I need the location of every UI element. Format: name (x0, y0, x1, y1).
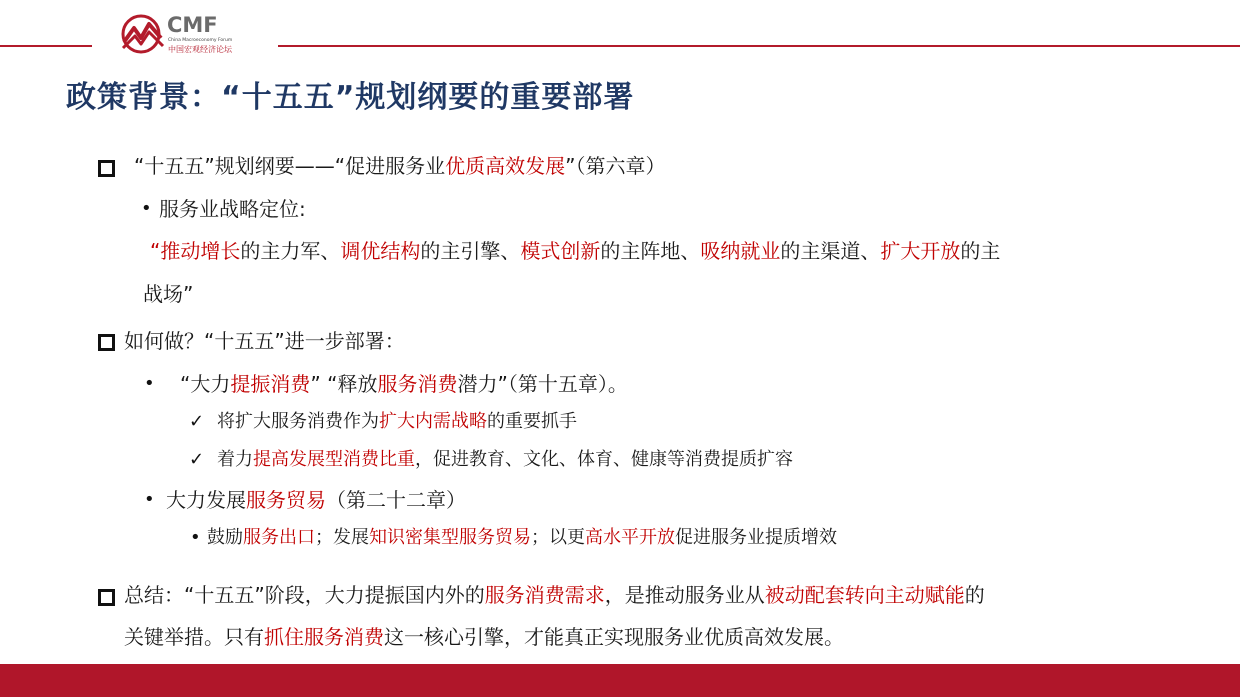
bullet-dot-icon: • (144, 489, 155, 510)
highlight-text: 服务出口 (243, 527, 315, 548)
text-segment: 的重要抓手 (487, 411, 577, 432)
highlight-text: “推动增长 (150, 239, 241, 263)
highlight-text: 被动配套转向主动赋能 (764, 583, 965, 607)
check-item-1 (217, 409, 577, 435)
text-segment: ；以更 (531, 527, 585, 548)
check-icon: ✓ (189, 411, 205, 432)
logo-name: CMF (167, 13, 218, 37)
bullet-dot-icon: • (144, 373, 155, 394)
text-segment: 的主力军、 (240, 239, 341, 263)
highlight-text: 服务消费需求 (484, 583, 605, 607)
text-segment: 大力发展 (166, 488, 246, 512)
highlight-text: 抓住服务消费 (264, 625, 384, 649)
square-bullet-icon (98, 589, 115, 606)
text-segment: 的主阵地、 (600, 239, 701, 263)
text-segment: 这一核心引擎，才能真正实现服务业优质高效发展。 (384, 625, 844, 649)
text-segment: 的 (964, 583, 985, 607)
text-segment: 促进服务业提质增效 (675, 527, 837, 548)
check-icon: ✓ (189, 449, 205, 470)
text-segment: “大力 (180, 372, 231, 396)
logo-english: China Macroeconomy Forum (168, 38, 233, 43)
text-segment: “十五五”规划纲要——“促进服务业 (134, 154, 446, 178)
text-segment: ” “释放 (310, 372, 378, 396)
section1-heading (134, 152, 665, 180)
text-segment: （第二十二章） (326, 488, 466, 512)
highlight-text: 服务消费 (377, 372, 458, 396)
bullet-dot-icon: • (190, 527, 201, 548)
text-segment: 关键举措。只有 (124, 625, 264, 649)
page-title: 政策背景：“十五五”规划纲要的重要部署 (66, 80, 635, 115)
highlight-text: 模式创新 (520, 239, 601, 263)
highlight-text: 优质高效发展 (445, 154, 566, 178)
service-trade-item (166, 486, 466, 514)
text-segment: 鼓励 (207, 527, 243, 548)
header-rule-right (278, 45, 1240, 47)
positioning-label: 服务业战略定位: (159, 197, 306, 221)
square-bullet-icon (98, 160, 115, 177)
positioning-quote-line1 (150, 237, 1000, 265)
highlight-text: 提振消费 (230, 372, 311, 396)
bullet-dot-icon: • (141, 198, 152, 219)
highlight-text: 高水平开放 (585, 527, 675, 548)
text-segment: 的主渠道、 (780, 239, 881, 263)
text-segment: 着力 (217, 449, 253, 470)
highlight-text: 调优结构 (340, 239, 421, 263)
positioning-quote-line2: 战场” (143, 282, 194, 306)
text-segment: 的主 (960, 239, 1001, 263)
highlight-text: 知识密集型服务贸易 (369, 527, 531, 548)
footer-band (0, 664, 1240, 697)
text-segment: ”（第六章） (565, 154, 666, 178)
text-segment: 将扩大服务消费作为 (217, 411, 379, 432)
square-bullet-icon (98, 334, 115, 351)
summary-line2 (124, 623, 844, 651)
logo-chinese: 中国宏观经济论坛 (168, 45, 232, 54)
highlight-text: 扩大开放 (880, 239, 961, 263)
text-segment: 总结：“十五五”阶段，大力提振国内外的 (124, 583, 485, 607)
summary-line1 (124, 581, 985, 609)
highlight-text: 服务贸易 (246, 488, 326, 512)
cmf-logo-icon (121, 14, 165, 54)
highlight-text: 提高发展型消费比重 (253, 449, 415, 470)
text-segment: ；发展 (315, 527, 369, 548)
text-segment: 潜力”（第十五章）。 (457, 372, 628, 396)
highlight-text: 扩大内需战略 (379, 411, 487, 432)
header-rule-left (0, 45, 92, 47)
cmf-logo (121, 12, 271, 58)
boost-consumption-item (180, 370, 628, 398)
text-segment: ，是推动服务业从 (604, 583, 765, 607)
service-trade-detail (207, 525, 837, 551)
highlight-text: 吸纳就业 (700, 239, 781, 263)
text-segment: 的主引擎、 (420, 239, 521, 263)
check-item-2 (217, 447, 793, 473)
text-segment: ，促进教育、文化、体育、健康等消费提质扩容 (415, 449, 793, 470)
section2-heading: 如何做？“十五五”进一步部署： (124, 329, 405, 353)
